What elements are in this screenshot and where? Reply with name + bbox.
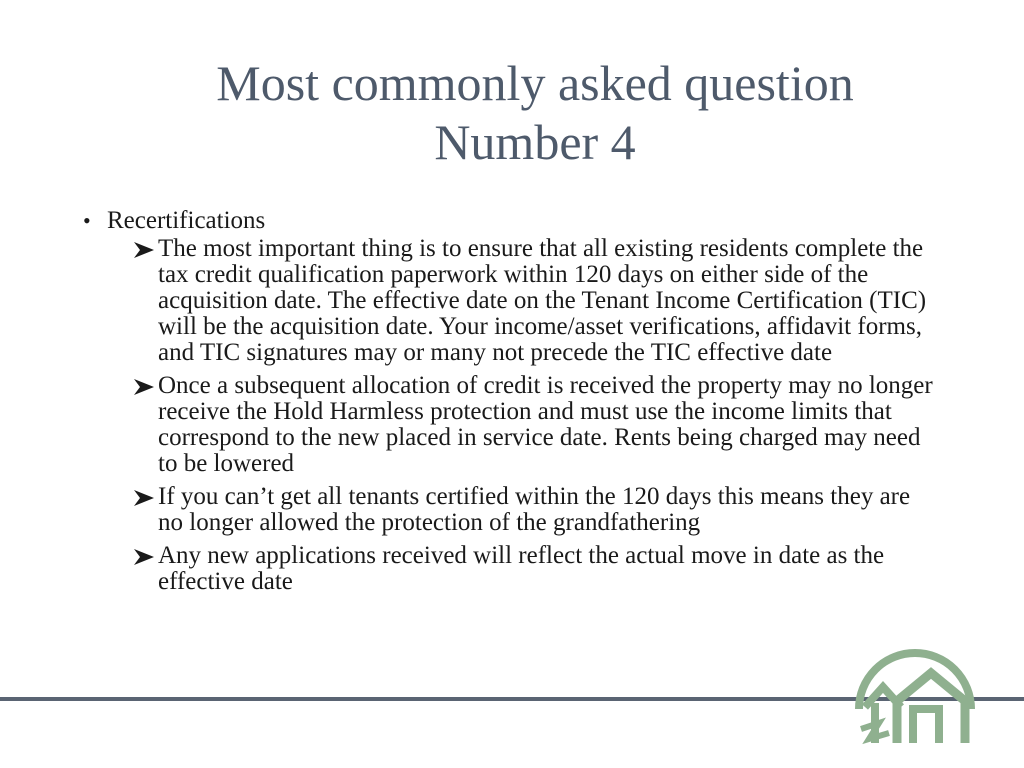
arrowhead-bullet-icon	[132, 488, 156, 508]
bullet-item	[80, 206, 940, 235]
sub-bullet-item	[80, 484, 940, 536]
sub-bullet-text: Once a subsequent allocation of credit is received the property may no longer receive the Hold Harmless protection and must use the income limits that correspond to the new placed in service date. Rents being charged may need to be lowered	[158, 372, 933, 477]
sub-bullet-text: If you can’t get all tenants certified within the 120 days this means they are no longer allowed the protection of the grandfathering	[158, 483, 911, 536]
house-logo-icon	[853, 643, 978, 747]
sub-bullet-list	[80, 236, 940, 595]
title-line-2: Number 4	[434, 114, 636, 170]
arrowhead-bullet-icon	[132, 377, 156, 397]
sub-bullet-text: The most important thing is to ensure that all existing residents complete the tax credit qualification paperwork within 120 days on either side of the acquisition date. The effective date on the Tenant Income Certification (TIC) will be the acquisition date. Your income/asset verifications, affidavit forms, and TIC signatures may or many not precede the TIC effective date	[158, 235, 927, 366]
title-line-1: Most commonly asked question	[216, 55, 854, 111]
dot-bullet-icon: •	[83, 208, 91, 233]
bullet-text: Recertifications	[107, 207, 266, 234]
sub-bullet-item	[80, 236, 940, 366]
slide-title	[150, 54, 920, 172]
slide-body	[80, 206, 940, 602]
sub-bullet-item	[80, 373, 940, 477]
sub-bullet-item	[80, 543, 940, 595]
sub-bullet-text: Any new applications received will reflect the actual move in date as the effective date	[158, 542, 885, 595]
arrowhead-bullet-icon	[132, 547, 156, 567]
arrowhead-bullet-icon	[132, 240, 156, 260]
